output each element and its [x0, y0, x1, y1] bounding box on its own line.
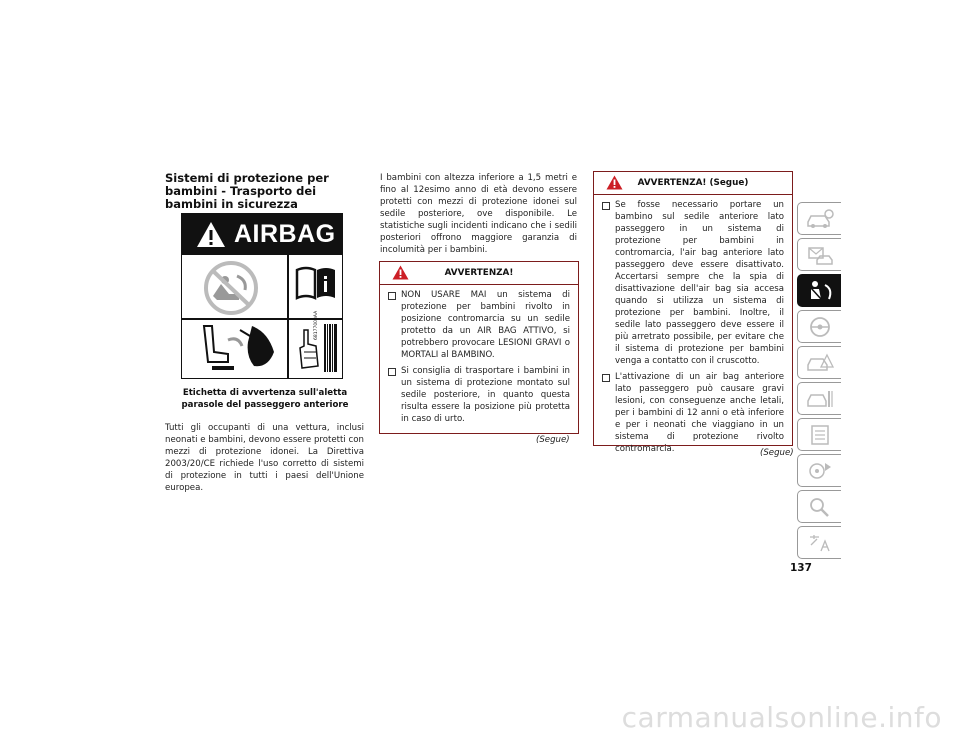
steering-wheel-icon — [805, 315, 835, 339]
car-warning-icon — [805, 351, 835, 375]
label-divider-vertical — [287, 255, 289, 378]
warning-item: L'attivazione di un air bag anteriore lato passeggero può causare gravi lesioni, con conseguenze anche letali, per i bambini di 12 anni o età inferiore e per i neonati che viaggiano in un sistema di protezione rivolto contromarcia. — [602, 371, 784, 455]
column2-body: I bambini con altezza inferiore a 1,5 metri e fino al 12esimo anno di età devono essere protetti con mezzi di protezione idonei sul sedile posteriore, ove disponibile. Le statistiche sugli incidenti indicano che i sedili posteriori offrono maggiore garanzia di incolumità per i bambini. — [380, 173, 577, 255]
barcode-icon — [324, 322, 338, 374]
tab-emergency[interactable] — [797, 346, 841, 379]
warning-title: AVVERTENZA! — [444, 268, 514, 278]
multimedia-icon — [805, 459, 835, 483]
tab-car-info[interactable] — [797, 202, 841, 235]
warning-title: AVVERTENZA! (Segue) — [637, 178, 749, 188]
manual-book-icon — [295, 266, 337, 300]
checkbox-bullet-icon — [602, 202, 610, 210]
warning-list — [594, 195, 792, 465]
label-header — [182, 214, 342, 255]
tab-index[interactable] — [797, 490, 841, 523]
continued-label: (Segue) — [760, 448, 794, 458]
tab-multimedia[interactable] — [797, 454, 841, 487]
car-tools-icon — [805, 387, 835, 411]
warning-box — [379, 261, 579, 434]
warning-header — [380, 262, 578, 285]
seatbelt-airbag-icon — [805, 279, 835, 303]
seat-airbag-icon — [194, 322, 284, 374]
column1-body: Tutti gli occupanti di una vettura, inclusi neonati e bambini, devono essere protetti con mezzi di protezione idonei. La Direttiva 2003/20/CE richiede l'uso corretto di sistemi di protezione in tutti i paesi dell'Unione europea. — [165, 423, 364, 493]
warning-item: Si consiglia di trasportare i bambini in un sistema di protezione montato sul sedile posteriore, in quanto questa risulta essere la posizione più protetta in caso di urto. — [388, 365, 570, 425]
warning-item: NON USARE MAI un sistema di protezione per bambini rivolto in posizione contromarcia su un sedile protetto da un AIR BAG ATTIVO, si potrebbero provocare LESIONI GRAVI o MORTALI al BAMBINO. — [388, 289, 570, 361]
airbag-warning-label — [181, 213, 343, 379]
section-title: Sistemi di protezione per bambini - Trasporto dei bambini in sicurezza — [165, 171, 329, 211]
label-part-number: 68177003AA — [314, 310, 319, 340]
warning-triangle-icon — [196, 221, 226, 248]
footer-bar — [0, 697, 960, 742]
figure-caption: Etichetta di avvertenza sull'aletta parasole del passeggero anteriore — [181, 388, 349, 410]
no-rear-facing-child-seat-icon — [199, 260, 263, 316]
warning-header — [594, 172, 792, 195]
checkbox-bullet-icon — [388, 368, 396, 376]
checkbox-bullet-icon — [602, 374, 610, 382]
warning-list — [380, 285, 578, 435]
watermark-text: carmanualsonline.info — [621, 701, 942, 734]
continued-label: (Segue) — [536, 435, 570, 445]
car-mail-icon — [805, 244, 835, 266]
warning-triangle-icon — [392, 265, 409, 280]
checkbox-bullet-icon — [388, 292, 396, 300]
chapter-tabs — [797, 202, 841, 562]
tab-driving[interactable] — [797, 310, 841, 343]
tab-maintenance[interactable] — [797, 382, 841, 415]
warning-item: Se fosse necessario portare un bambino sul sedile anteriore lato passeggero in un sistema di protezione per bambini in contromarcia, l'air bag anteriore lato passeggero deve essere disattivato. Accertarsi sempre che la spia di disattivazione dell'air bag sia accesa quando si utilizza un sistema di protezione per bambini. Inoltre, il sedile lato passeggero deve essere il più arretrato possibile, per evitare che il sistema di protezione per bambini venga a contatto con il cruscotto. — [602, 199, 784, 367]
warning-triangle-icon — [606, 175, 623, 190]
page-number: 137 — [790, 562, 812, 574]
label-airbag-text: AIRBAG — [234, 220, 336, 248]
tab-car-mail[interactable] — [797, 238, 841, 271]
tab-specifications[interactable] — [797, 418, 841, 451]
tab-languages[interactable] — [797, 526, 841, 559]
languages-icon — [805, 531, 835, 555]
tab-safety[interactable] — [797, 274, 841, 307]
checklist-icon — [805, 423, 835, 447]
magnifier-icon — [805, 495, 835, 519]
car-info-icon — [805, 208, 835, 230]
warning-box-continued — [593, 171, 793, 454]
